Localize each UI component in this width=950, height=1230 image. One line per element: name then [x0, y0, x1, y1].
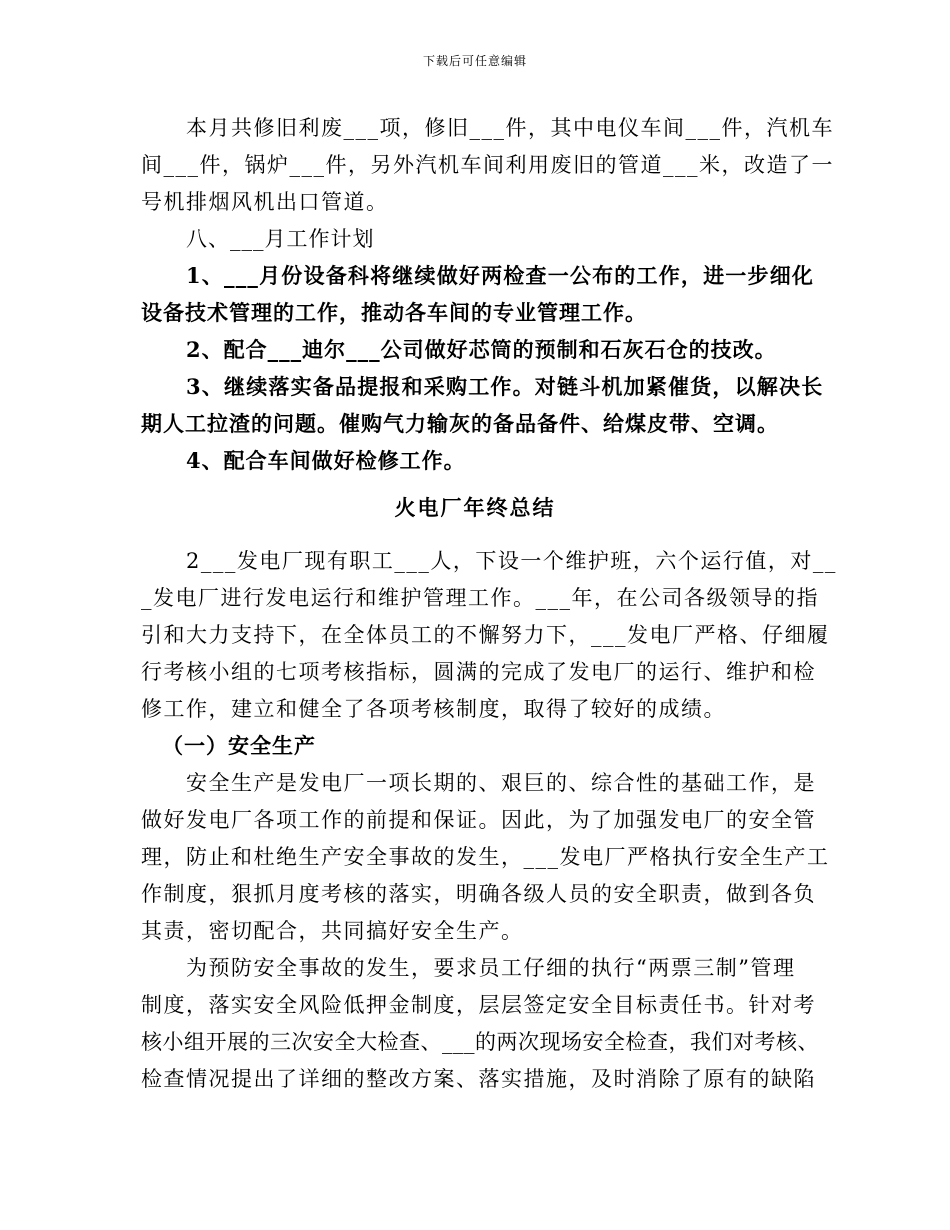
- plan-item-line: 设备技术管理的工作，推动各车间的专业管理工作。: [141, 300, 647, 325]
- plan-item-line: 期人工拉渣的问题。催购气力输灰的备品备件、给煤皮带、空调。: [141, 411, 779, 436]
- paragraph-line: _发电厂进行发电运行和维护管理工作。___年，在公司各级领导的指: [141, 586, 819, 610]
- paragraph-line: 号机排烟风机出口管道。: [141, 190, 389, 214]
- plan-item-line: 4、配合车间做好检修工作。: [186, 448, 466, 473]
- paragraph-line: 安全生产是发电厂一项长期的、艰巨的、综合性的基础工作，是: [186, 771, 816, 795]
- plan-item-line: 1、___月份设备科将继续做好两检查一公布的工作，进一步细化: [186, 263, 815, 288]
- paragraph-line: 做好发电厂各项工作的前提和保证。因此，为了加强发电厂的安全管: [141, 808, 816, 832]
- paragraph-line: 作制度，狠抓月度考核的落实，明确各级人员的安全职责，做到各负: [141, 882, 816, 906]
- plan-item-line: 2、配合___迪尔___公司做好芯筒的预制和石灰石仓的技改。: [186, 337, 777, 362]
- paragraph-line: 理，防止和杜绝生产安全事故的发生，___发电厂严格执行安全生产工: [141, 845, 830, 869]
- paragraph-line: 行考核小组的七项考核指标，圆满的完成了发电厂的运行、维护和检: [141, 660, 816, 684]
- section-heading: 八、___月工作计划: [186, 227, 375, 251]
- paragraph-line: 引和大力支持下，在全体员工的不懈努力下，___发电厂严格、仔细履: [141, 623, 830, 647]
- paragraph-line: 为预防安全事故的发生，要求员工仔细的执行“两票三制”管理: [186, 956, 796, 980]
- plan-item-line: 3、继续落实备品提报和采购工作。对链斗机加紧催货，以解决长: [186, 374, 824, 399]
- paragraph-line: 2___发电厂现有职工___人，下设一个维护班，六个运行值，对__: [186, 549, 837, 573]
- page-header: 下载后可任意编辑: [422, 54, 527, 68]
- paragraph-line: 检查情况提出了详细的整改方案、落实措施，及时消除了原有的缺陷: [141, 1067, 816, 1091]
- paragraph-line: 修工作，建立和健全了各项考核制度，取得了较好的成绩。: [141, 697, 726, 721]
- section-heading: （一）安全生产: [162, 733, 316, 758]
- paragraph-line: 核小组开展的三次安全大检查、___的两次现场安全检查，我们对考核、: [141, 1030, 819, 1054]
- paragraph-line: 间___件，锅炉___件，另外汽机车间利用废旧的管道___米，改造了一: [141, 153, 834, 177]
- paragraph-line: 制度，落实安全风险低押金制度，层层签定安全目标责任书。针对考: [141, 993, 816, 1017]
- paragraph-line: 本月共修旧利废___项，修旧___件，其中电仪车间___件，汽机车: [186, 116, 834, 140]
- paragraph-line: 其责，密切配合，共同搞好安全生产。: [141, 919, 524, 943]
- document-title: 火电厂年终总结: [394, 495, 556, 520]
